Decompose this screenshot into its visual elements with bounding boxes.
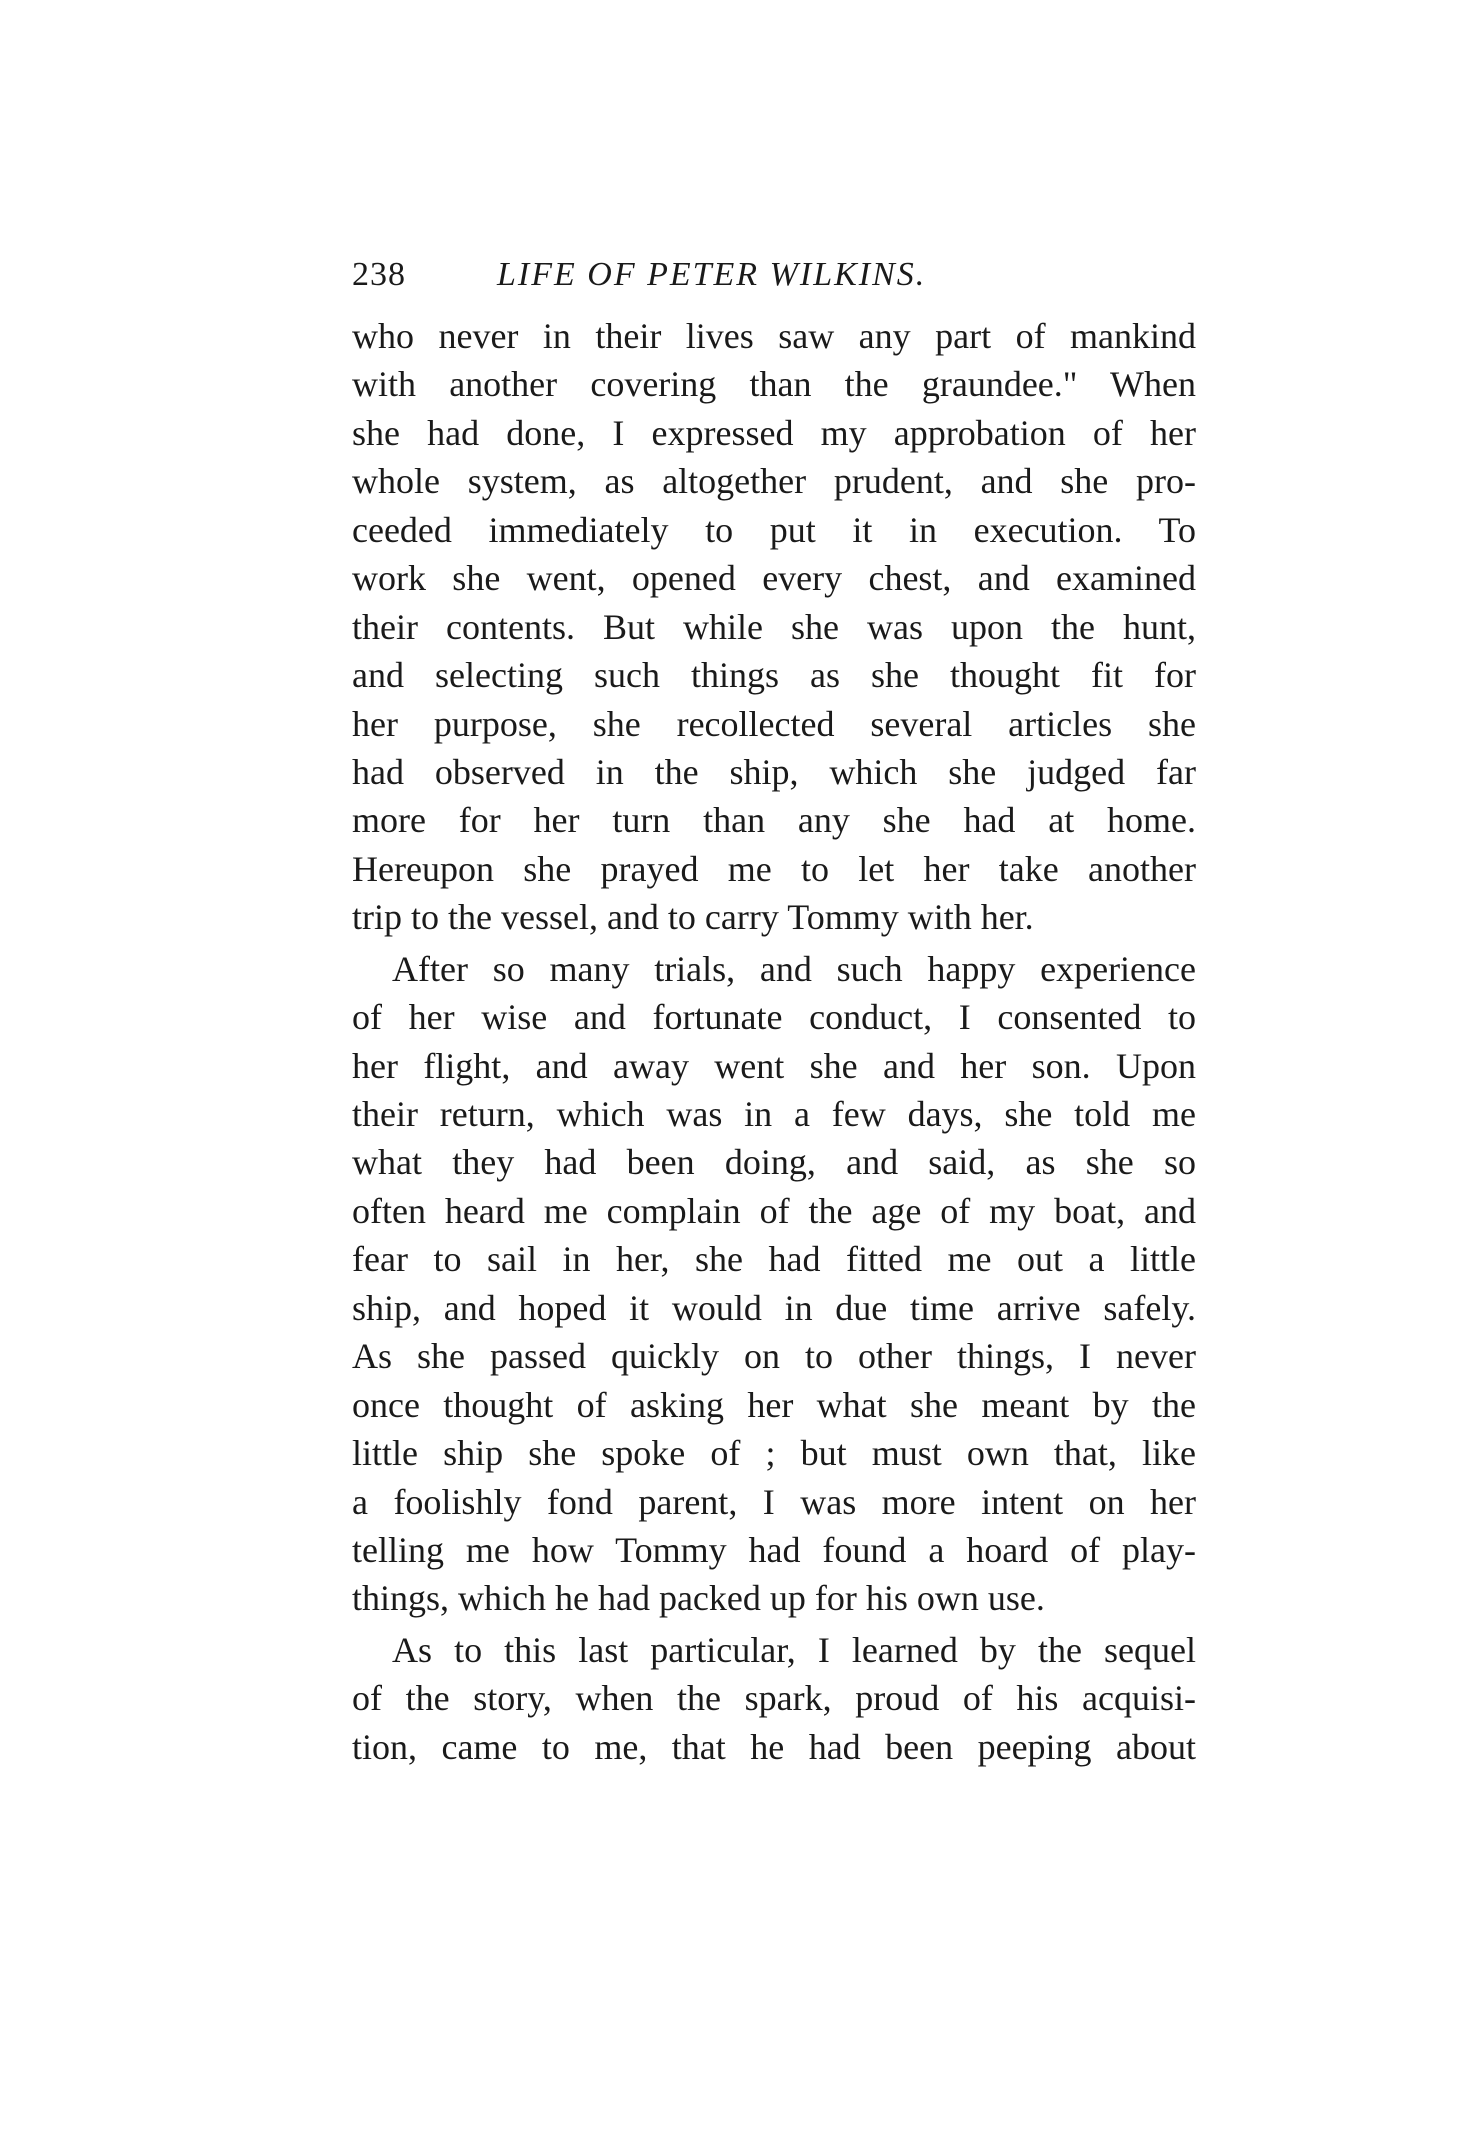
body-text xyxy=(352,312,1196,1774)
text-line: ceeded immediately to put it in execution. To xyxy=(352,509,1196,550)
text-line: more for her turn than any she had at home. xyxy=(352,800,1196,841)
text-line: who never in their lives saw any part of mankind xyxy=(352,316,1196,356)
text-line: and selecting such things as she thought fit for xyxy=(352,655,1196,696)
text-line: tion, came to me, that he had been peeping about xyxy=(352,1726,1196,1767)
text-line: After so many trials, and such happy experience xyxy=(392,948,1196,989)
text-line: little ship she spoke of ; but must own that, like xyxy=(352,1433,1196,1474)
text-line: of the story, when the spark, proud of his acquisi- xyxy=(352,1678,1196,1719)
text-line: often heard me complain of the age of my boat, and xyxy=(352,1190,1196,1231)
page-number: 238 xyxy=(352,256,406,293)
running-title: LIFE OF PETER WILKINS. xyxy=(497,256,927,293)
text-line: ship, and hoped it would in due time arrive safely. xyxy=(352,1287,1196,1328)
paragraph-3 xyxy=(352,1626,1196,1771)
text-line: whole system, as altogether prudent, and she pro- xyxy=(352,461,1196,502)
text-line: once thought of asking her what she meant by the xyxy=(352,1384,1196,1425)
text-line: had observed in the ship, which she judged far xyxy=(352,751,1196,792)
text-line: with another covering than the graundee." When xyxy=(352,364,1196,405)
text-line: telling me how Tommy had found a hoard of play- xyxy=(352,1529,1196,1570)
text-line: As to this last particular, I learned by the sequel xyxy=(392,1629,1196,1670)
text-line: her flight, and away went she and her son. Upon xyxy=(352,1045,1196,1086)
text-line: Hereupon she prayed me to let her take another xyxy=(352,848,1196,889)
text-line: their return, which was in a few days, she told me xyxy=(352,1094,1196,1134)
paragraph-2 xyxy=(352,945,1196,1623)
text-line: things, which he had packed up for his own use. xyxy=(352,1578,1045,1619)
running-head xyxy=(352,250,1202,300)
paragraph-1 xyxy=(352,312,1196,942)
text-line: what they had been doing, and said, as she so xyxy=(352,1142,1196,1183)
text-line: fear to sail in her, she had fitted me out a little xyxy=(352,1239,1196,1280)
text-line: a foolishly fond parent, I was more intent on her xyxy=(352,1481,1196,1522)
text-line: their contents. But while she was upon the hunt, xyxy=(352,606,1196,647)
text-line: trip to the vessel, and to carry Tommy with her. xyxy=(352,897,1034,938)
text-line: she had done, I expressed my approbation of her xyxy=(352,412,1196,453)
text-line: As she passed quickly on to other things, I never xyxy=(352,1336,1196,1377)
text-line: of her wise and fortunate conduct, I consented to xyxy=(352,997,1196,1038)
text-line: work she went, opened every chest, and examined xyxy=(352,558,1196,599)
text-line: her purpose, she recollected several articles she xyxy=(352,703,1196,744)
